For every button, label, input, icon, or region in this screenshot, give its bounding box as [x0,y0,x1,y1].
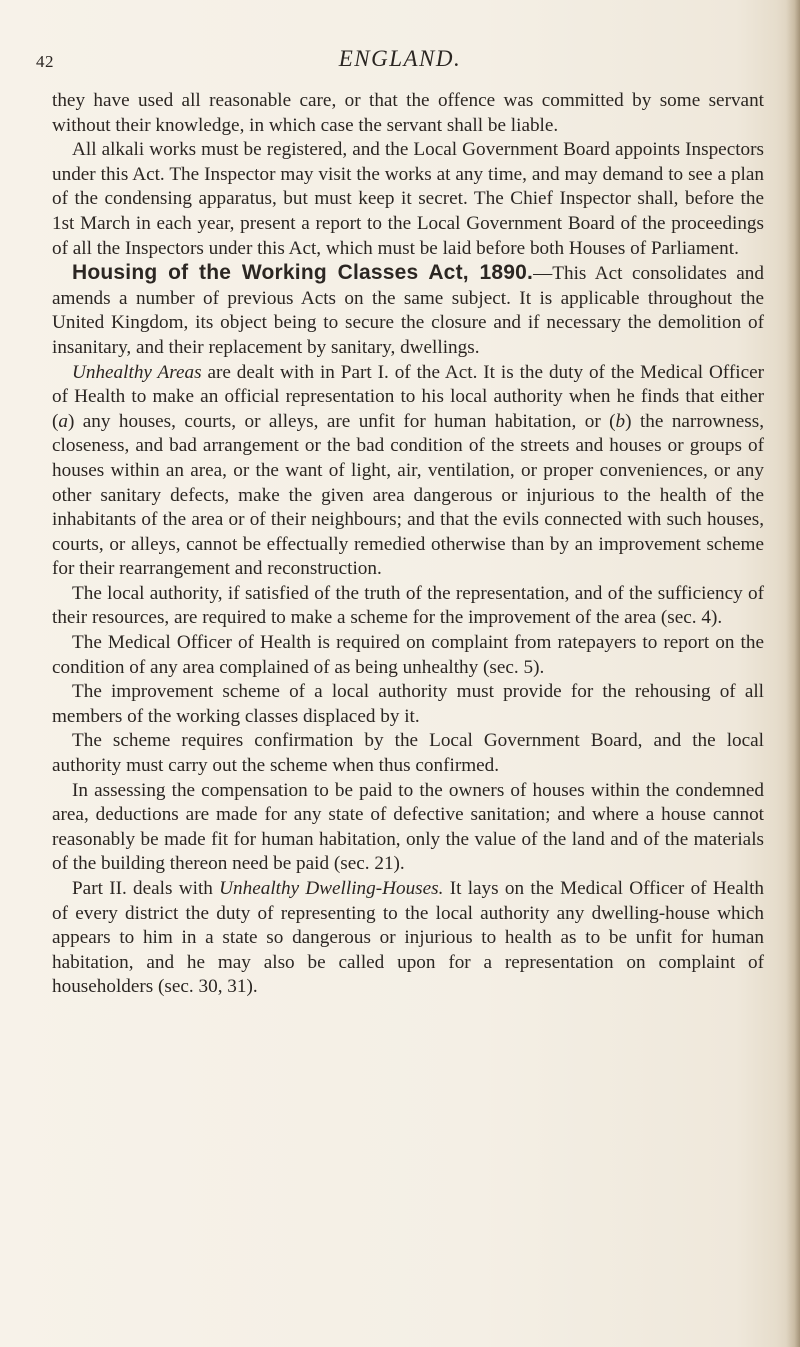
paragraph-10 [52,877,764,1000]
paragraph-4-body-a: are dealt with in Part I. of the Act. It is the duty of the Medical Officer of Health to make an official representation to his local authority when he finds that either ( [52,361,764,432]
paragraph-9: In assessing the compensation to be paid to the owners of houses within the condemned area, deductions are made for any state of defective sanitation; and where a house cannot reasonably be made fit for human habitation, only the value of the land and of the materials of the building thereon need be paid (sec. 21). [52,779,764,875]
paragraph-5: The local authority, if satisfied of the truth of the representation, and of the sufficiency of their resources, are required to make a scheme for the improvement of the area (sec. 4). [52,582,764,629]
page-header [36,46,764,82]
paragraph-7: The improvement scheme of a local authority must provide for the rehousing of all members of the working classes displaced by it. [52,681,764,727]
paragraph-8: The scheme requires confirmation by the Local Government Board, and the local authority must carry out the scheme when thus confirmed. [52,730,764,777]
running-title: ENGLAND. [338,46,462,71]
paragraph-4 [52,361,764,582]
paragraph-10-italic: Unhealthy Dwelling-Houses. [219,878,444,899]
paragraph-4-item-b: b [615,410,626,432]
paragraph-3-body: —This Act consolidates and amends a number of previous Acts on the same subject. It is applicable throughout the United Kingdom, its object being to secure the closure and if necessary the demolition of insanitary, and their replacement by sanitary, dwellings. [52,263,764,358]
paragraph-1: they have used all reasonable care, or that the offence was committed by some servant without their knowledge, in which case the servant shall be liable. [52,90,764,136]
body-text [52,89,764,1000]
paragraph-4-body-b: ) any houses, courts, or alleys, are unfit for human habitation, or ( [67,410,616,432]
page-number: 42 [36,52,54,71]
section-heading-housing-act: Housing of the Working Classes Act, 1890. [72,261,534,285]
paragraph-2: All alkali works must be registered, and the Local Government Board appoints Inspectors under this Act. The Inspector may visit the works at any time, and may demand to see a plan of the condensing apparatus, but must keep it secret. The Chief Inspector shall, before the 1st March in each year, present a report to the Local Government Board of the proceedings of all the Inspectors under this Act, which must be laid before both Houses of Parliament. [52,139,764,259]
page-edge-shadow [786,0,800,1347]
paragraph-6: The Medical Officer of Health is required on complaint from ratepayers to report on the condition of any area complained of as being unhealthy (sec. 5). [52,632,764,678]
paragraph-3 [52,261,764,360]
paragraph-10-a: Part II. deals with [72,878,220,899]
paragraph-4-italic: Unhealthy Areas [72,361,202,383]
paragraph-4-item-a: a [58,410,68,432]
paragraph-10-b: It lays on the Medical Officer of Health of every district the duty of representing to the local authority any dwelling-house which appears to him in a state so dangerous or injurious to health as to be unfit for human habitation, and he may also be called upon for a representation on complaint of householders (sec. 30, 31). [52,878,764,998]
paragraph-4-body-c: ) the narrowness, closeness, and bad arrangement or the bad condition of the streets and houses or groups of houses within an area, or the want of light, air, ventilation, or proper conveniences, or any other sanitary defects, make the given area dangerous or injurious to the health of the inhabitants of the area or of their neighbours; and that the evils connected with such houses, courts, or alleys, cannot be effectually remedied otherwise than by an improvement scheme for their rearrangement and reconstruction. [52,410,764,580]
